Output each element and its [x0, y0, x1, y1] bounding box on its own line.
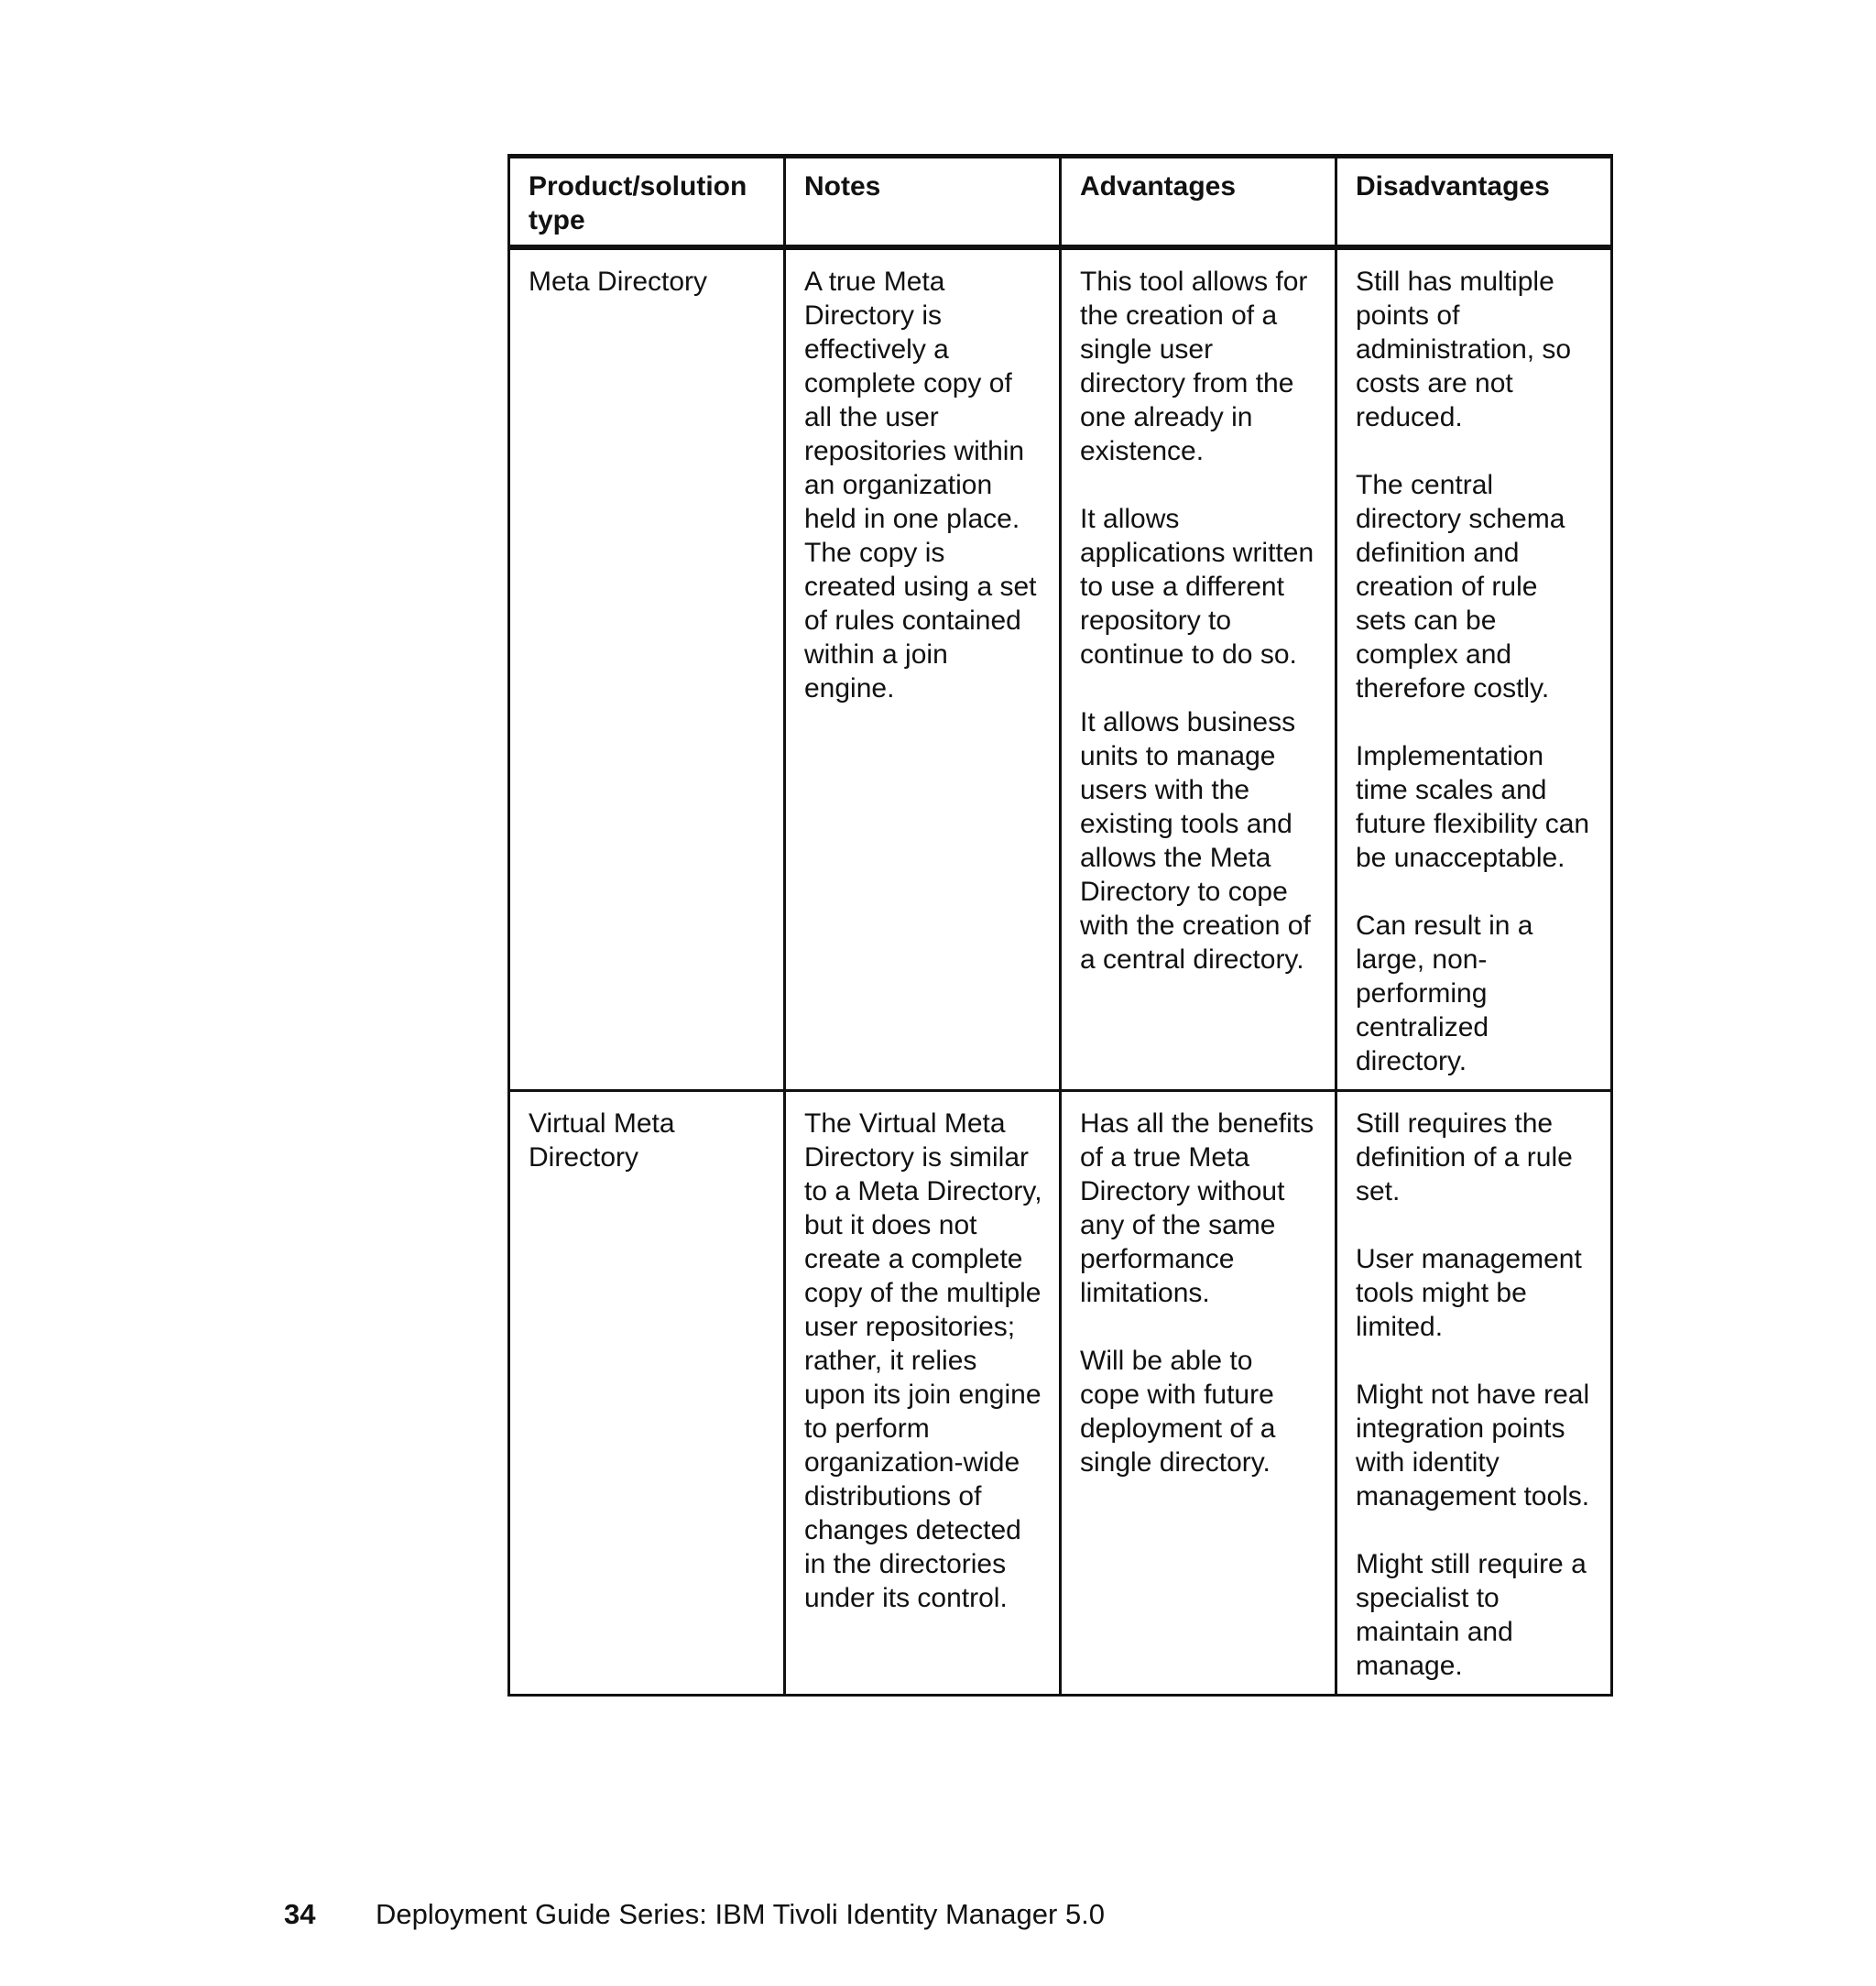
disadvantage-paragraph: Might not have real integration points with identity management tools. [1356, 1380, 1590, 1511]
advantage-paragraph: Has all the benefits of a true Meta Directory without any of the same performance limitations. [1080, 1108, 1314, 1308]
advantage-paragraph: Will be able to cope with future deployment of a single directory. [1080, 1346, 1276, 1478]
header-advantages: Advantages [1061, 157, 1336, 248]
page-number: 34 [284, 1898, 316, 1930]
cell-disadvantages [1336, 247, 1612, 1091]
page-footer [284, 1896, 1105, 1933]
disadvantage-paragraph: Can result in a large, non-performing centralized directory. [1356, 911, 1533, 1076]
cell-product-type: Meta Directory [509, 247, 785, 1091]
disadvantage-paragraph: Might still require a specialist to maintain and manage. [1356, 1549, 1587, 1681]
cell-product-type: Virtual Meta Directory [509, 1091, 785, 1696]
table-header-row [509, 157, 1612, 248]
table-row [509, 247, 1612, 1091]
header-notes: Notes [785, 157, 1061, 248]
header-product-type: Product/solution type [509, 157, 785, 248]
cell-advantages [1061, 247, 1336, 1091]
cell-disadvantages [1336, 1091, 1612, 1696]
disadvantage-paragraph: Implementation time scales and future flexibility can be unacceptable. [1356, 741, 1590, 873]
cell-notes [785, 1091, 1061, 1696]
disadvantage-paragraph: The central directory schema definition and creation of rule sets can be complex and therefore costly. [1356, 470, 1565, 704]
cell-notes [785, 247, 1061, 1091]
notes-paragraph: A true Meta Directory is effectively a complete copy of all the user repositories within an organization held in one place. The copy is created using a set of rules contained within a join engine. [804, 267, 1037, 704]
advantage-paragraph: It allows business units to manage users with the existing tools and allows the Meta Directory to cope with the creation of a central directory. [1080, 707, 1311, 975]
disadvantage-paragraph: User management tools might be limited. [1356, 1244, 1582, 1342]
footer-title: Deployment Guide Series: IBM Tivoli Identity Manager 5.0 [376, 1898, 1106, 1930]
comparison-table [507, 154, 1613, 1697]
header-disadvantages: Disadvantages [1336, 157, 1612, 248]
disadvantage-paragraph: Still requires the definition of a rule set. [1356, 1108, 1573, 1206]
advantage-paragraph: This tool allows for the creation of a single user directory from the one already in existence. [1080, 267, 1308, 466]
disadvantage-paragraph: Still has multiple points of administration, so costs are not reduced. [1356, 267, 1572, 432]
advantage-paragraph: It allows applications written to use a different repository to continue to do so. [1080, 504, 1314, 670]
notes-paragraph: The Virtual Meta Directory is similar to a Meta Directory, but it does not create a complete copy of the multiple user repositories; rather, it relies upon its join engine to perform organization-wide distributions of changes detected in the directories under its control. [804, 1108, 1042, 1613]
cell-advantages [1061, 1091, 1336, 1696]
table-row [509, 1091, 1612, 1696]
